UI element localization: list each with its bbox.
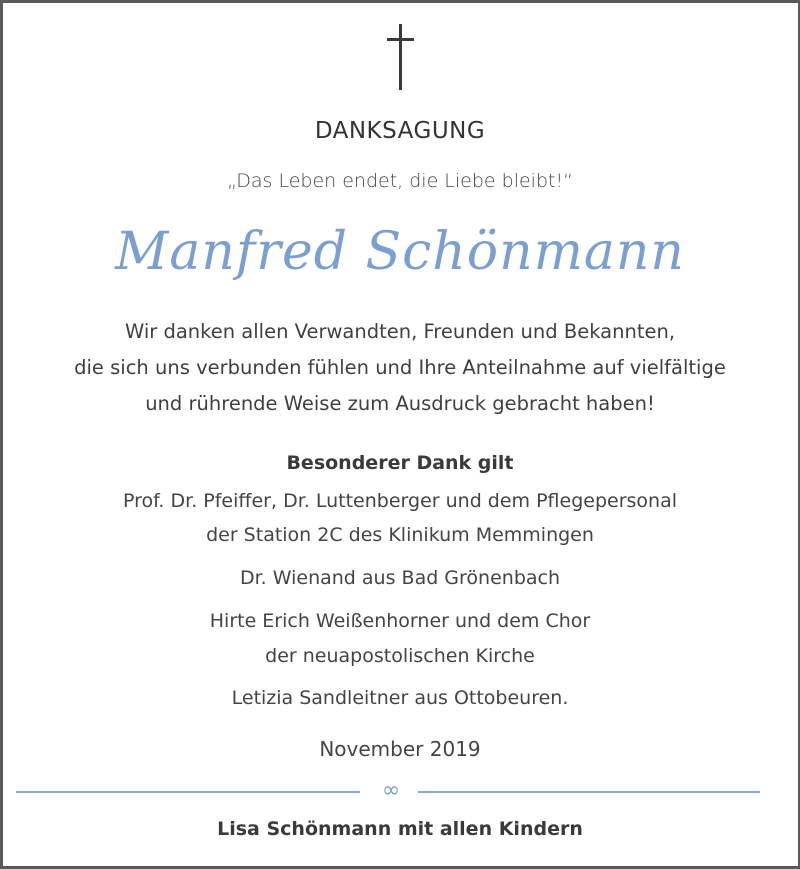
special-thanks-heading: Besonderer Dank gilt — [286, 452, 514, 474]
special-thanks-line: Prof. Dr. Pfeiffer, Dr. Luttenberger und dem Pflegepersonal — [122, 490, 677, 512]
notice-heading: DANKSAGUNG — [314, 118, 486, 144]
special-thanks-line: Dr. Wienand aus Bad Grönenbach — [239, 567, 561, 589]
special-thanks-line: Letizia Sandleitner aus Ottobeuren. — [231, 687, 569, 709]
special-thanks-line: der Station 2C des Klinikum Memmingen — [206, 524, 594, 546]
intro-line-2: die sich uns verbunden fühlen und Ihre Anteilnahme auf vielfältige — [74, 356, 726, 379]
special-thanks-line: der neuapostolischen Kirche — [265, 645, 535, 667]
cross-icon — [376, 24, 426, 90]
intro-line-1: Wir danken allen Verwandten, Freunden und Bekannten, — [124, 320, 676, 343]
special-thanks-line: Hirte Erich Weißenhorner und dem Chor — [209, 610, 591, 632]
signed-by: Lisa Schönmann mit allen Kindern — [217, 818, 583, 840]
divider-line-right — [418, 791, 760, 793]
deceased-name: Manfred Schönmann — [115, 222, 685, 282]
notice-date: November 2019 — [319, 737, 481, 761]
intro-line-3: und rührende Weise zum Ausdruck gebracht haben! — [145, 392, 655, 415]
notice-quote: „Das Leben endet, die Liebe bleibt!“ — [227, 170, 573, 192]
divider-line-left — [16, 791, 360, 793]
infinity-icon: ∞ — [381, 778, 401, 803]
